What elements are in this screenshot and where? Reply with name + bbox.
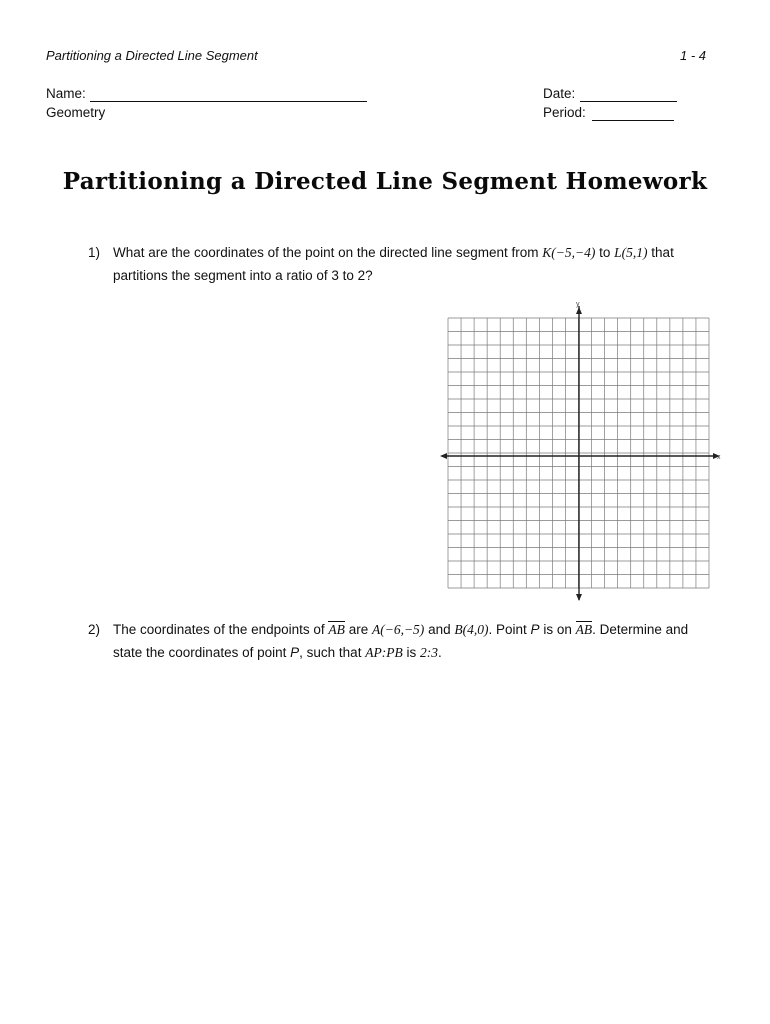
point-b: B(4,0) [454,622,489,637]
point-p-2: P [290,645,300,660]
question-2-is: is [406,645,417,660]
worksheet-code: 1 - 4 [680,48,707,63]
date-field[interactable] [580,101,677,102]
question-2-line-1 [113,619,688,641]
question-2-are: are [348,622,369,637]
question-2-is-on: is on [543,622,572,637]
name-label: Name: [46,86,86,101]
question-2-determine: . Determine and [592,622,689,637]
question-2-end: . [437,645,442,660]
period-field[interactable] [592,120,674,121]
point-p: P [530,622,540,637]
point-l: L(5,1) [614,245,648,260]
segment-ab: AB [328,622,345,637]
segment-ab-2: AB [575,622,593,637]
y-axis-label: y [576,301,580,308]
question-1-number: 1) [88,245,101,260]
x-axis-label: x [717,454,721,461]
worksheet-header-title: Partitioning a Directed Line Segment [46,48,258,63]
question-2-state: state the coordinates of point [113,645,287,660]
x-axis-left-arrow [440,453,447,459]
period-label: Period: [543,105,586,120]
question-1-to: to [599,245,611,260]
point-a: A(−6,−5) [371,622,425,637]
question-2-such-that: , such that [299,645,362,660]
question-1-that: that [651,245,674,260]
question-2-text: The coordinates of the endpoints of [113,622,325,637]
coordinate-grid[interactable] [436,298,726,606]
name-field[interactable] [90,101,367,102]
ratio-name: AP:PB [365,645,403,660]
y-axis-up-arrow [576,307,582,314]
page-title: Partitioning a Directed Line Segment Homework [62,168,708,195]
course-label: Geometry [46,105,106,120]
ratio-value: 2:3 [419,645,438,660]
question-2-and: and [428,622,451,637]
y-axis-down-arrow [576,594,582,601]
date-label: Date: [543,86,576,101]
question-2-number: 2) [88,622,101,637]
question-1-line-1 [113,242,674,264]
question-2-point: . Point [488,622,527,637]
question-1-line-2: partitions the segment into a ratio of 3 to 2? [113,268,373,283]
question-1-text: What are the coordinates of the point on the directed line segment from [113,245,539,260]
point-k: K(−5,−4) [542,245,596,260]
question-2-line-2 [113,642,442,664]
